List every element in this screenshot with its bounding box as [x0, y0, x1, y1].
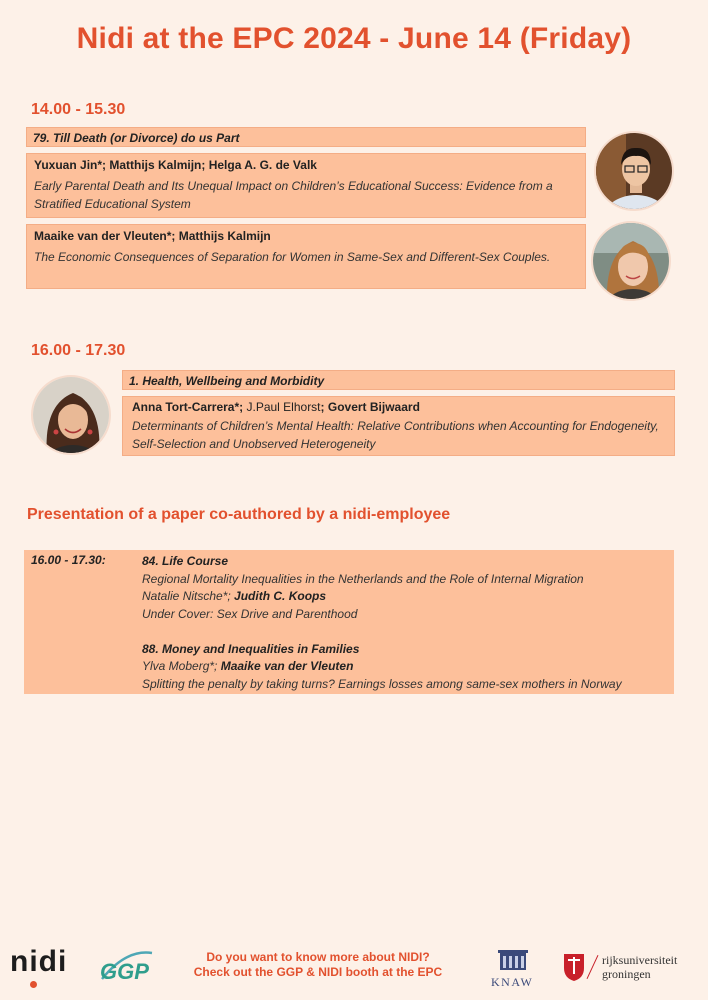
footer-line-2: Check out the GGP & NIDI booth at the EPC [193, 965, 443, 979]
avatar-anna-tort-carrera [31, 375, 111, 455]
paper-title: The Economic Consequences of Separation for Women in Same-Sex and Different-Sex Couples. [34, 250, 551, 264]
coauthored-box [24, 550, 674, 694]
rug-logo-line-2: groningen [602, 967, 651, 981]
paper-authors: Yuxuan Jin*; Matthijs Kalmijn; Helga A. G. de Valk [34, 158, 317, 172]
paper-authors [132, 400, 665, 414]
rug-logo-line-1: rijksuniversiteit [602, 953, 678, 967]
knaw-logo [488, 948, 538, 993]
block1-paper-1 [26, 153, 586, 218]
block1-session: 79. Till Death (or Divorce) do us Part [26, 127, 586, 147]
avatar-yuxuan-jin [594, 131, 674, 211]
block2-paper [122, 396, 675, 456]
block1-time: 14.00 - 15.30 [31, 101, 126, 118]
paper-title: Determinants of Children’s Mental Health: Relative Contributions when Accounting for Endogeneity, Self-Selection and Unobserved Heterogeneity [132, 419, 659, 451]
nidi-logo-text: nidi [10, 945, 68, 978]
knaw-logo-text: KNAW [491, 975, 534, 989]
author-separator: ; [239, 400, 247, 414]
paper-authors [142, 658, 622, 676]
paper-authors [142, 588, 622, 606]
rug-crest-icon [562, 952, 586, 982]
author-bold: Govert Bijwaard [327, 400, 420, 414]
paper-title: Early Parental Death and Its Unequal Impact on Children’s Educational Success: Evidence from a Stratified Educational System [34, 179, 553, 211]
author-bold: Maaike van der Vleuten [220, 659, 354, 673]
knaw-building-icon [488, 948, 538, 974]
paper-title: Under Cover: Sex Drive and Parenthood [142, 606, 358, 621]
nidi-logo-dot [30, 981, 37, 988]
author-plain: Ylva Moberg*; [142, 659, 221, 673]
avatar-maaike-van-der-vleuten [591, 221, 671, 301]
footer-cta [188, 950, 448, 980]
session-title: 88. Money and Inequalities in Families [142, 641, 360, 656]
rug-divider [587, 955, 599, 979]
ggp-logo-text: GGP [100, 959, 149, 984]
block2-session: 1. Health, Wellbeing and Morbidity [122, 370, 675, 390]
block1-paper-2 [26, 224, 586, 289]
rug-logo [562, 950, 702, 990]
author-plain: Natalie Nitsche*; [142, 589, 235, 603]
coauthored-time: 16.00 - 17.30: [31, 553, 106, 567]
coauthored-heading: Presentation of a paper co-authored by a nidi-employee [27, 506, 451, 523]
author-bold: Judith C. Koops [234, 589, 327, 603]
author-separator: ; [320, 400, 328, 414]
block2-time: 16.00 - 17.30 [31, 342, 126, 359]
ggp-logo [96, 945, 156, 990]
paper-title: Regional Mortality Inequalities in the Netherlands and the Role of Internal Migration [142, 571, 584, 586]
session-title: 84. Life Course [142, 554, 229, 568]
paper-title: Splitting the penalty by taking turns? Earnings losses among same-sex mothers in Norway [142, 676, 622, 691]
author-bold: Anna Tort-Carrera* [132, 400, 240, 414]
page-title: Nidi at the EPC 2024 - June 14 (Friday) [76, 22, 632, 55]
footer-line-1: Do you want to know more about NIDI? [206, 950, 430, 964]
author-plain: J.Paul Elhorst [246, 400, 321, 414]
spacer [142, 623, 622, 641]
nidi-logo [8, 945, 74, 990]
coauthored-list [142, 553, 622, 693]
paper-authors: Maaike van der Vleuten*; Matthijs Kalmijn [34, 229, 271, 243]
